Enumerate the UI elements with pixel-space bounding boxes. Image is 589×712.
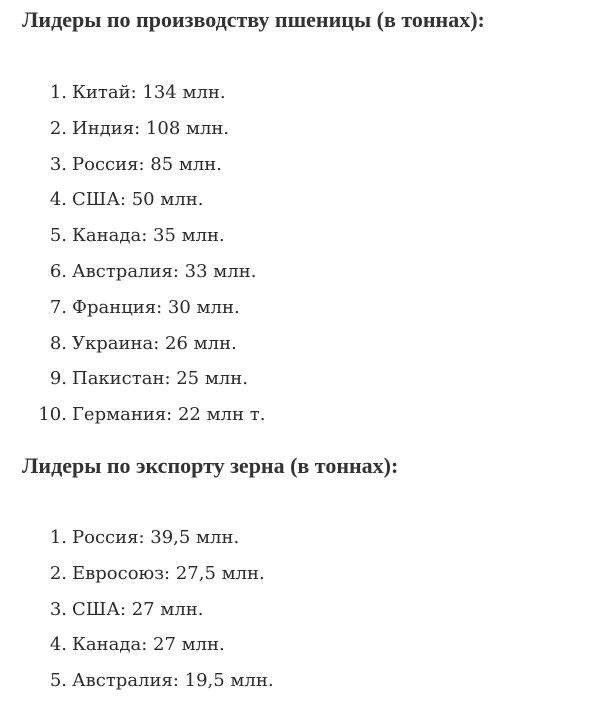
list-item-text: США: 27 млн.	[72, 598, 204, 620]
list-item-text: Россия: 85 млн.	[72, 153, 223, 175]
list-item-number: 6.	[49, 260, 67, 282]
list-item	[0, 592, 589, 628]
list-item	[0, 663, 589, 699]
list-item	[0, 627, 589, 663]
list-item	[0, 218, 589, 254]
list-item-number: 10.	[38, 404, 67, 426]
list-item-number: 3.	[49, 153, 67, 175]
list-item-text: Пакистан: 25 млн.	[72, 368, 249, 390]
list-item-number: 3.	[49, 598, 67, 620]
production-list	[0, 75, 589, 433]
list-item-text: Австралия: 33 млн.	[72, 260, 257, 282]
list-item	[0, 111, 589, 147]
list-item-number: 4.	[49, 189, 67, 211]
production-heading: Лидеры по производству пшеницы (в тоннах):	[22, 7, 485, 32]
list-item-number: 7.	[49, 296, 67, 318]
list-item	[0, 326, 589, 362]
list-item	[0, 75, 589, 111]
list-item-text: Франция: 30 млн.	[72, 296, 240, 318]
list-item-number: 5.	[49, 225, 67, 247]
list-item-number: 2.	[49, 562, 67, 584]
list-item-number: 1.	[49, 527, 67, 548]
list-item-text: США: 50 млн.	[72, 189, 204, 211]
list-item-number: 4.	[49, 634, 67, 656]
list-item-number: 2.	[49, 117, 67, 139]
list-item-text: Россия: 39,5 млн.	[72, 527, 240, 548]
list-item	[0, 397, 589, 433]
export-heading: Лидеры по экспорту зерна (в тоннах):	[22, 453, 399, 478]
list-item-number: 5.	[49, 670, 67, 692]
list-item-text: Украина: 26 млн.	[72, 332, 237, 354]
list-item	[0, 520, 589, 556]
export-list	[0, 520, 589, 699]
list-item-text: Евросоюз: 27,5 млн.	[72, 562, 265, 584]
list-item-text: Индия: 108 млн.	[72, 117, 230, 139]
list-item-text: Германия: 22 млн т.	[72, 404, 266, 426]
list-item-number: 9.	[49, 368, 67, 390]
list-item-number: 8.	[49, 332, 67, 354]
list-item	[0, 182, 589, 218]
list-item-text: Австралия: 19,5 млн.	[72, 670, 274, 692]
list-item	[0, 556, 589, 592]
list-item-number: 1.	[49, 82, 67, 103]
list-item-text: Китай: 134 млн.	[72, 82, 226, 103]
list-item	[0, 290, 589, 326]
list-item	[0, 361, 589, 397]
list-item-text: Канада: 35 млн.	[72, 225, 225, 247]
list-item	[0, 147, 589, 183]
list-item	[0, 254, 589, 290]
list-item-text: Канада: 27 млн.	[72, 634, 225, 656]
